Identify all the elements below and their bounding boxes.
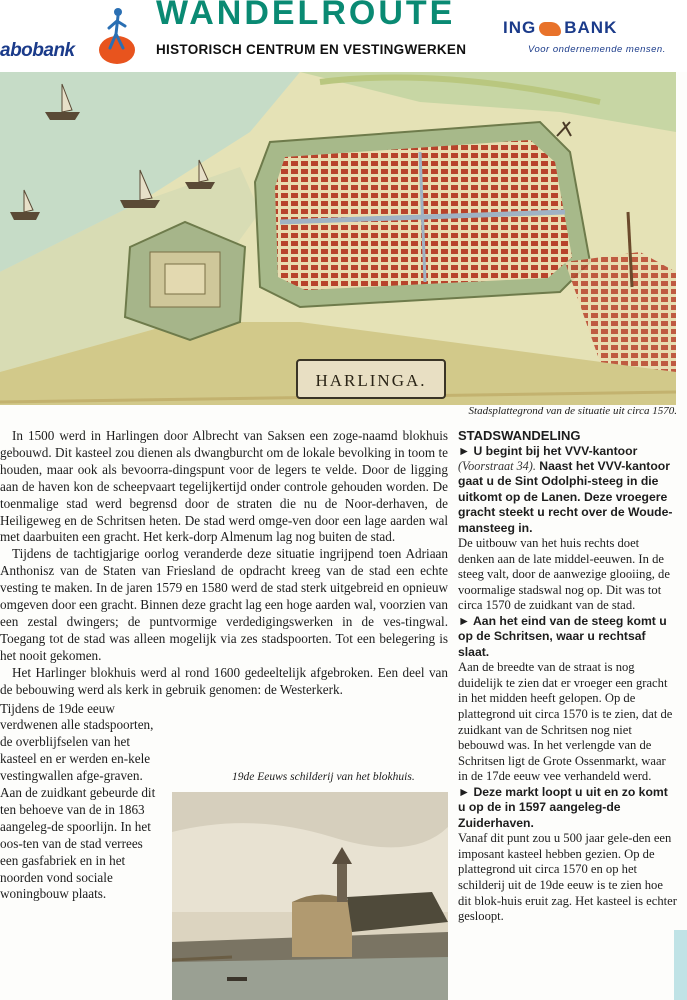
route-text-1: De uitbouw van het huis rechts doet denken aan de late middel-eeuwen. In de steeg valt, door de aanwezige glooiing, de voormalige stadswal nog op. Dit was tot circa 1570 de zuidkant van de stad. xyxy=(458,536,670,613)
route-step-3: ► Deze markt loopt u uit en zo komt u op de in 1597 aangeleg-de Zuiderhaven. xyxy=(458,784,668,830)
page-subtitle: HISTORISCH CENTRUM EN VESTINGWERKEN xyxy=(156,42,467,57)
painting-caption: 19de Eeuws schilderij van het blokhuis. xyxy=(232,771,415,783)
map-caption: Stadsplattegrond van de situatie uit circa 1570. xyxy=(468,405,677,417)
ing-text: ING xyxy=(503,18,537,37)
page-title: WANDELROUTE xyxy=(156,0,456,32)
walking-route-column xyxy=(458,428,678,925)
route-step-2: ► Aan het eind van de steeg komt u op de Schritsen, waar u rechtsaf slaat. xyxy=(458,614,667,659)
route-step-1: ► U begint bij het VVV-kantoor (Voorstraat 34). Naast het VVV-kantoor gaat u de Sint Odolphi-steeg in die uitkomt op de Lanen. Deze vroegere gracht steekt u recht over de Woude-mansteeg in. xyxy=(458,443,673,535)
history-paragraph-2: Tijdens de tachtigjarige oorlog veranderde deze situatie ingrijpend toen Adriaan Anthonisz van de Staten van Friesland de opdracht kreeg van de stad een echte vesting te maken. In de jaren 1579 en 1580 werd de stad sterk uitgebreid en opnieuw omgeven door een gracht. Binnen deze gracht lag een hoge aarden wal, voorzien van een zestal dwingers; de puntvormige verdedigingswerken in de ves-tingwal. Toegang tot de stad was alleen mogelijk via zes stadspoorten. Tot een belegering is het nooit gekomen. xyxy=(0,546,448,663)
history-paragraph-3: Het Harlinger blokhuis werd al rond 1600 gedeeltelijk afgebroken. Een deel van de bebouwing werd als kerk in gebruik genomen: de Westerkerk. xyxy=(0,664,448,697)
edge-tab xyxy=(674,930,687,1000)
walker-logo-icon xyxy=(96,4,138,66)
step-3-directions: Deze markt loopt u uit en zo komt u op de in 1597 aangeleg-de Zuiderhaven. xyxy=(458,784,668,830)
city-map-illustration xyxy=(0,72,676,405)
ing-tagline: Voor ondernemende mensen. xyxy=(528,44,666,55)
route-text-2: Aan de breedte van de straat is nog duidelijk te zien dat er vroeger een gracht in het midden heeft gelopen. Op de plattegrond uit circa 1570 is te zien, dat de zuidkant van de Schritsen nog niet bebouwd was. In het verlengde van de Schritsen ligt de Grote Ossenmarkt, waar in de 17de eeuw vee verhandeld werd. xyxy=(458,660,673,784)
step-2-directions: Aan het eind van de steeg komt u op de Schritsen, waar u rechtsaf slaat. xyxy=(458,614,667,659)
blokhuis-painting xyxy=(172,792,448,1000)
header xyxy=(0,0,687,72)
rabobank-logo-text: abobank xyxy=(0,40,75,61)
step-1-directions: Naast het VVV-kantoor gaat u de Sint Odolphi-steeg in die uitkomt op de Lanen. Deze vroegere gracht steekt u recht over de Woude-mansteeg in. xyxy=(458,459,673,535)
route-heading: STADSWANDELING xyxy=(458,428,581,443)
step-1-address: (Voorstraat 34). xyxy=(458,459,536,473)
lion-icon xyxy=(539,22,561,36)
route-text-3: Vanaf dit punt zou u 500 jaar gele-den een imposant kasteel hebben gezien. Op de plattegrond uit circa 1570 en op het schilderij uit de 19de eeuw is te zien hoe dit blok-huis eruit zag. Het kasteel is echter gesloopt. xyxy=(458,831,677,924)
history-paragraph-1: In 1500 werd in Harlingen door Albrecht van Saksen een zoge-naamd blokhuis gebouwd. Dit kasteel zou dienen als dwangburcht om de lokale bevolking in toom te houden, maar ook als bevoorra-dingspunt voor de legers te velde. Door de ligging aan de haven kon de scheepvaart tegelijkertijd onder controle gehouden worden. De toenmalige stad werd begrensd door de straten die nu de Noor-derhaven, de Heiligeweg en de Schritsen heten. De stad werd omge-ven door een lage aarden wal met daarbuiten een gracht. Het kerk-dorp Almenum lag nog buiten de stad. xyxy=(0,428,448,545)
ing-bank-logo xyxy=(503,18,617,38)
history-paragraph-4: Tijdens de 19de eeuw verdwenen alle stadspoorten, de overblijfselen van het kasteel en er werden en-kele vestingwallen afge-graven. Aan de zuidkant gebeurde dit ten behoeve van de in 1863 aangeleg-de spoorlijn. In het oos-ten van de stad verrees een gasfabriek en in het noorden vond sociale woningbouw plaats. xyxy=(0,700,156,902)
map-cartouche-label: HARLINGA. xyxy=(315,371,427,390)
step-1-start: U begint bij het VVV-kantoor xyxy=(473,443,638,458)
bank-text: BANK xyxy=(564,18,618,37)
